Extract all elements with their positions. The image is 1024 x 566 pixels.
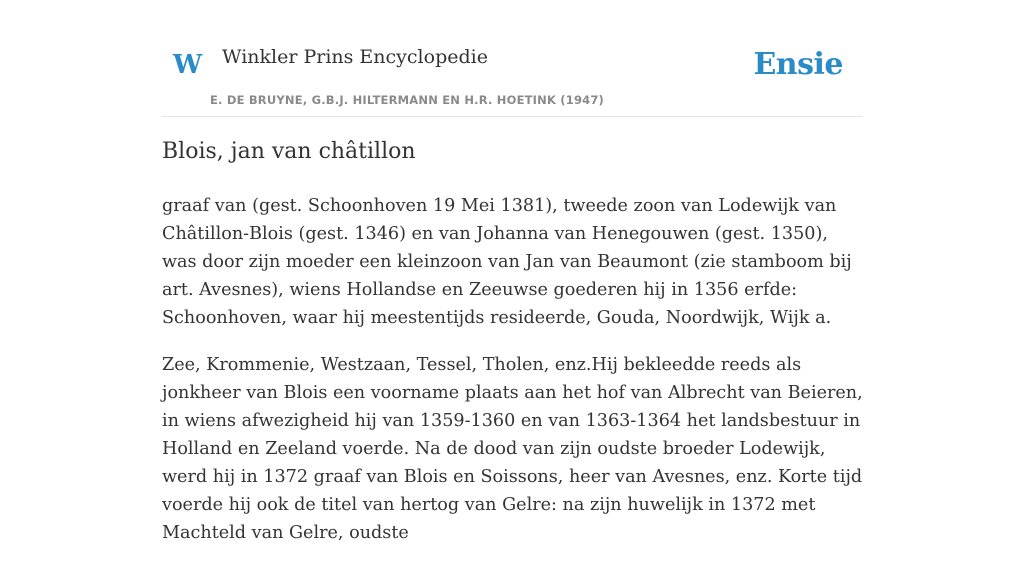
article-paragraph: Zee, Krommenie, Westzaan, Tessel, Tholen, enz.Hij bekleedde reeds als jonkheer van Blois een voorname plaats aan het hof van Albrecht van Beieren, in wiens afwezigheid hij van 1359-1360 en van 1363-1364 het landsbestuur in Holland en Zeeland voerde. Na de dood van zijn oudste broeder Lodewijk, werd hij in 1372 graaf van Blois en Soissons, heer van Avesnes, enz. Korte tijd voerde hij ook de titel van hertog van Gelre: na zijn huwelijk in 1372 met Machteld van Gelre, oudste — [162, 355, 863, 543]
encyclopedia-authors: E. DE BRUYNE, G.B.J. HILTERMANN EN H.R. HOETINK (1947) — [210, 93, 605, 107]
article-body — [162, 192, 864, 566]
article-paragraph: graaf van (gest. Schoonhoven 19 Mei 1381), tweede zoon van Lodewijk van Châtillon-Blois (gest. 1346) en van Johanna van Henegouwen (gest. 1350), was door zijn moeder een kleinzoon van Jan van Beaumont (zie stamboom bij art. Avesnes), wiens Hollandse en Zeeuwse goederen hij in 1356 erfde: Schoonhoven, waar hij meestentijds resideerde, Gouda, Noordwijk, Wijk a. — [162, 196, 852, 328]
article-title: Blois, jan van châtillon — [162, 139, 416, 164]
site-header — [162, 0, 862, 117]
encyclopedia-title[interactable]: Winkler Prins Encyclopedie — [222, 46, 488, 68]
encyclopedia-logo-icon[interactable]: W — [173, 50, 203, 80]
ensie-logo-link[interactable]: Ensie — [753, 47, 843, 82]
